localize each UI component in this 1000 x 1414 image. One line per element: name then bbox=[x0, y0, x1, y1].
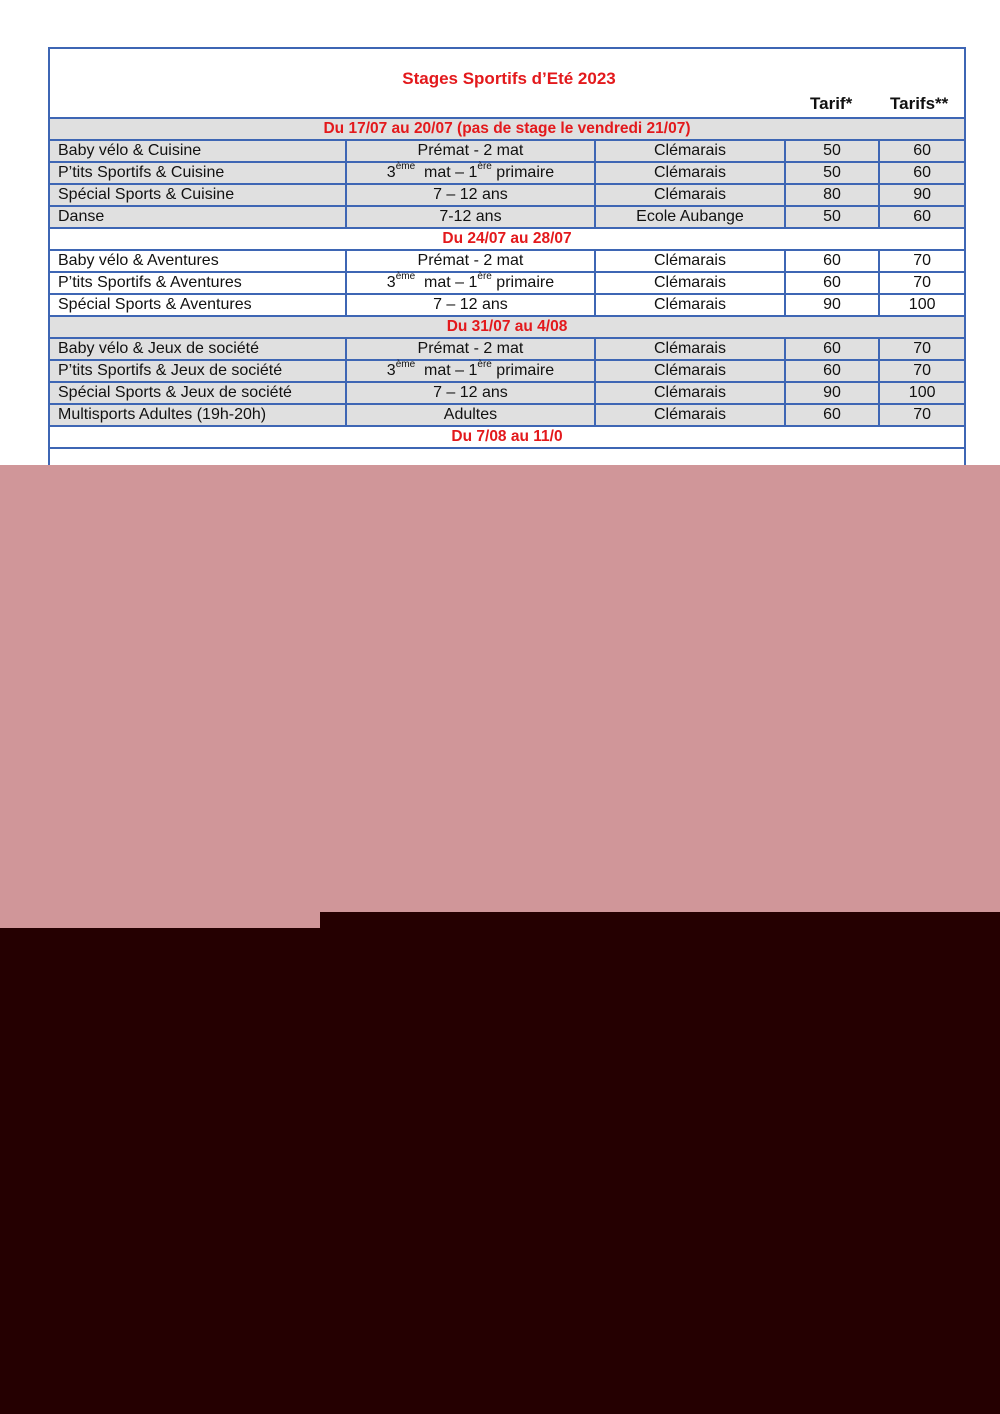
age-group: 7 – 12 ans bbox=[346, 382, 596, 404]
tarifs-value: 100 bbox=[879, 382, 965, 404]
table-row bbox=[49, 382, 965, 404]
tarif-value: 50 bbox=[785, 206, 880, 228]
activity-name: Spécial Sports & Aventures bbox=[49, 294, 346, 316]
table-row bbox=[49, 206, 965, 228]
age-group: Adultes bbox=[346, 404, 596, 426]
location: Clémarais bbox=[595, 382, 785, 404]
table-row bbox=[49, 360, 965, 382]
document-title: Stages Sportifs d’Eté 2023 bbox=[402, 69, 616, 88]
tarif-value: 90 bbox=[785, 382, 880, 404]
activity-name: P’tits Sportifs & Aventures bbox=[49, 272, 346, 294]
section-heading: Du 31/07 au 4/08 bbox=[49, 316, 965, 338]
redaction-overlay-pink-strip bbox=[0, 478, 560, 484]
activity-name: Multisports Adultes (19h-20h) bbox=[49, 404, 346, 426]
table-row bbox=[49, 404, 965, 426]
activity-name: Baby vélo & Jeux de société bbox=[49, 338, 346, 360]
redaction-overlay-pink bbox=[0, 465, 1000, 928]
activity-name: P’tits Sportifs & Jeux de société bbox=[49, 360, 346, 382]
header-tarifs: Tarifs** bbox=[890, 94, 949, 113]
tarif-value: 60 bbox=[785, 250, 880, 272]
tarifs-value: 70 bbox=[879, 404, 965, 426]
age-group: Prémat - 2 mat bbox=[346, 140, 596, 162]
location: Clémarais bbox=[595, 272, 785, 294]
age-group: 3ème mat – 1ère primaire bbox=[346, 272, 596, 294]
tarifs-value: 60 bbox=[879, 162, 965, 184]
tarifs-value: 70 bbox=[879, 272, 965, 294]
location: Clémarais bbox=[595, 404, 785, 426]
redaction-overlay-dark bbox=[320, 912, 1000, 1414]
tarifs-value: 70 bbox=[879, 338, 965, 360]
section-heading: Du 17/07 au 20/07 (pas de stage le vendredi 21/07) bbox=[49, 118, 965, 140]
header-tarif: Tarif* bbox=[810, 94, 853, 113]
section-heading-row bbox=[49, 228, 965, 250]
location: Clémarais bbox=[595, 140, 785, 162]
age-group: 3ème mat – 1ère primaire bbox=[346, 360, 596, 382]
activity-name: P’tits Sportifs & Cuisine bbox=[49, 162, 346, 184]
tarif-value: 60 bbox=[785, 404, 880, 426]
location: Clémarais bbox=[595, 162, 785, 184]
activity-name: Spécial Sports & Cuisine bbox=[49, 184, 346, 206]
tarif-value: 50 bbox=[785, 162, 880, 184]
tarif-value: 60 bbox=[785, 338, 880, 360]
schedule-table bbox=[48, 117, 966, 449]
tarif-value: 50 bbox=[785, 140, 880, 162]
age-group: 3ème mat – 1ère primaire bbox=[346, 162, 596, 184]
tarifs-value: 100 bbox=[879, 294, 965, 316]
table-row bbox=[49, 250, 965, 272]
age-group: 7 – 12 ans bbox=[346, 294, 596, 316]
activity-name: Danse bbox=[49, 206, 346, 228]
section-heading-row bbox=[49, 118, 965, 140]
tarifs-value: 70 bbox=[879, 250, 965, 272]
table-row bbox=[49, 338, 965, 360]
redaction-overlay-dark-left bbox=[0, 928, 320, 1414]
tarifs-value: 60 bbox=[879, 206, 965, 228]
age-group: 7 – 12 ans bbox=[346, 184, 596, 206]
tarif-value: 60 bbox=[785, 360, 880, 382]
table-row bbox=[49, 272, 965, 294]
table-row bbox=[49, 162, 965, 184]
tarif-value: 90 bbox=[785, 294, 880, 316]
tarif-value: 80 bbox=[785, 184, 880, 206]
location: Clémarais bbox=[595, 294, 785, 316]
location: Clémarais bbox=[595, 360, 785, 382]
location: Clémarais bbox=[595, 184, 785, 206]
age-group: Prémat - 2 mat bbox=[346, 250, 596, 272]
age-group: 7-12 ans bbox=[346, 206, 596, 228]
tarif-value: 60 bbox=[785, 272, 880, 294]
age-group: Prémat - 2 mat bbox=[346, 338, 596, 360]
section-heading-row bbox=[49, 426, 965, 448]
tarifs-value: 70 bbox=[879, 360, 965, 382]
section-heading-row bbox=[49, 316, 965, 338]
activity-name: Baby vélo & Aventures bbox=[49, 250, 346, 272]
table-row bbox=[49, 184, 965, 206]
table-row bbox=[49, 294, 965, 316]
section-heading: Du 24/07 au 28/07 bbox=[49, 228, 965, 250]
table-row bbox=[49, 140, 965, 162]
tarifs-value: 90 bbox=[879, 184, 965, 206]
activity-name: Spécial Sports & Jeux de société bbox=[49, 382, 346, 404]
document-sheet bbox=[48, 47, 966, 487]
section-heading: Du 7/08 au 11/0 bbox=[49, 426, 965, 448]
location: Clémarais bbox=[595, 250, 785, 272]
tarifs-value: 60 bbox=[879, 140, 965, 162]
activity-name: Baby vélo & Cuisine bbox=[49, 140, 346, 162]
location: Ecole Aubange bbox=[595, 206, 785, 228]
location: Clémarais bbox=[595, 338, 785, 360]
